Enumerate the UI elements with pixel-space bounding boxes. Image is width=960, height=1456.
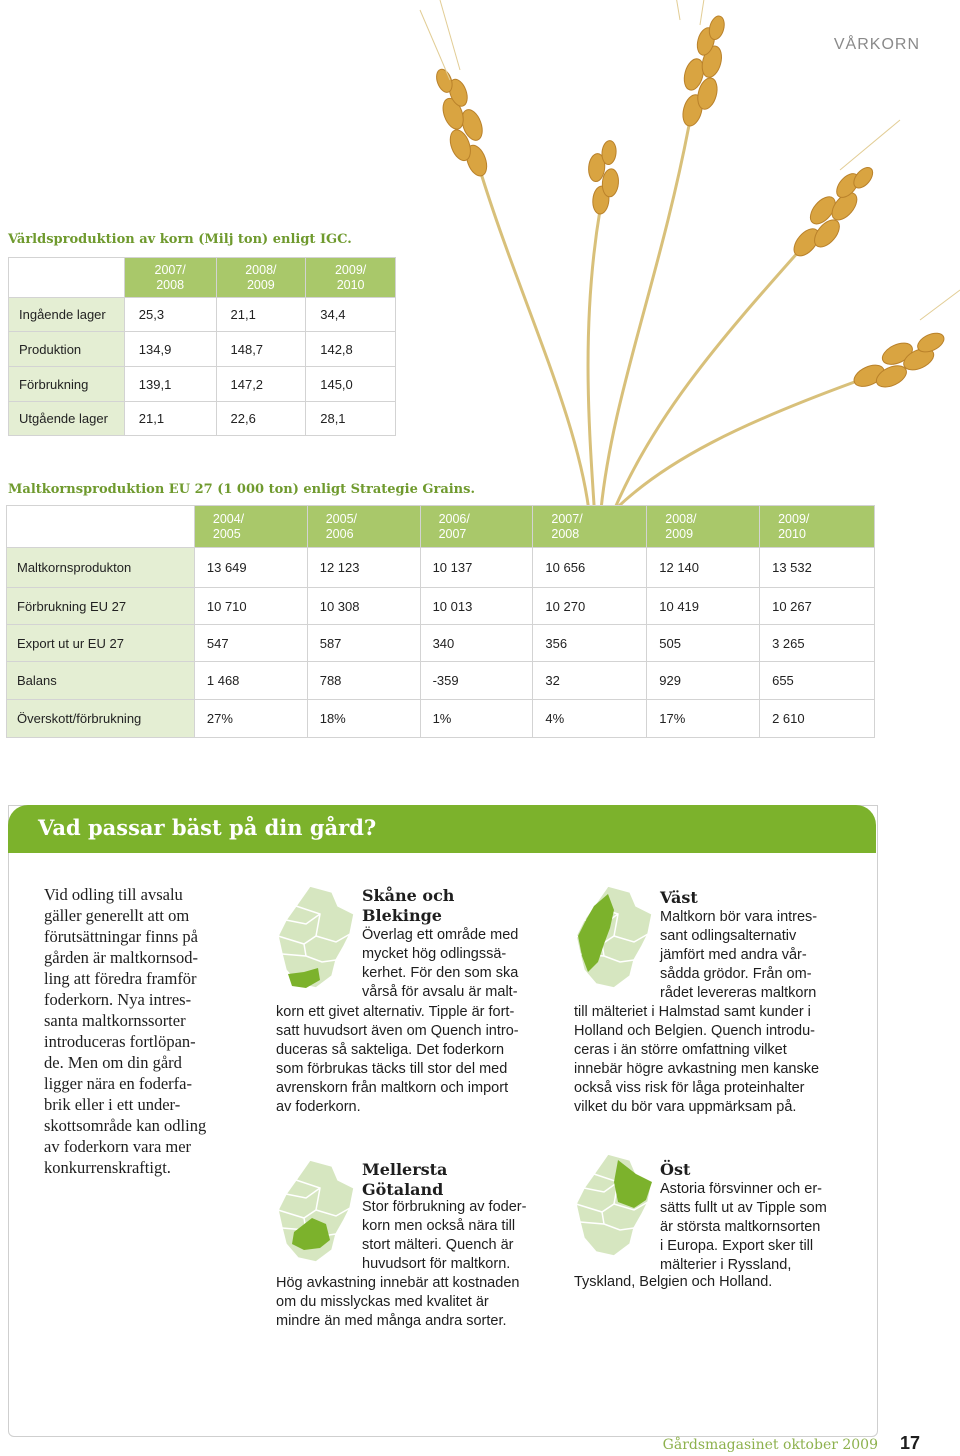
cell-value: 13 532 (760, 548, 875, 588)
table1-col-header: 2008/ 2009 (216, 258, 306, 298)
table-row (7, 588, 875, 625)
table2-col-header: 2005/ 2006 (307, 506, 420, 548)
table2-caption: Maltkornsproduktion EU 27 (1 000 ton) enligt Strategie Grains. (8, 482, 475, 497)
cell-value: 587 (307, 625, 420, 662)
cell-value: 655 (760, 662, 875, 700)
row-label: Produktion (9, 332, 125, 367)
cell-value: 27% (194, 700, 307, 738)
panel-title: Vad passar bäst på din gård? (38, 815, 377, 840)
region-text-vast-1: Maltkorn bör vara intres- sant odlingsalternativ jämfört med andra vår- sådda grödor. Från om- rådet levereras maltkorn (660, 909, 818, 1001)
cell-value: 505 (647, 625, 760, 662)
table-row (9, 402, 396, 436)
region-text-skane-2: korn ett givet alternativ. Tipple är fort- satt huvudsort även om Quench intro- duceras så sakteliga. Det foderkorn som förbrukas täcks till stor del med avrenskorn från maltkorn och import av foderkorn. (276, 1004, 519, 1115)
region-title-skane: Skåne och Blekinge (362, 886, 455, 925)
cell-value: 10 308 (307, 588, 420, 625)
cell-value: 10 656 (533, 548, 647, 588)
cell-value: 17% (647, 700, 760, 738)
cell-value: 22,6 (216, 402, 306, 436)
cell-value: 147,2 (216, 367, 306, 402)
cell-value: 10 270 (533, 588, 647, 625)
wheat-photo (360, 0, 960, 520)
cell-value: 10 419 (647, 588, 760, 625)
cell-value: 21,1 (124, 402, 216, 436)
row-label: Balans (7, 662, 195, 700)
cell-value: 21,1 (216, 298, 306, 332)
cell-value: 4% (533, 700, 647, 738)
cell-value: 12 140 (647, 548, 760, 588)
region-text-mellersta-2: Hög avkastning innebär att kostnaden om du misslyckas med kvalitet är mindre än med många andra sorter. (276, 1275, 520, 1329)
magazine-name: Gårdsmagasinet oktober 2009 (662, 1437, 878, 1453)
cell-value: 145,0 (306, 367, 396, 402)
table1-col-header: 2009/ 2010 (306, 258, 396, 298)
cell-value: 13 649 (194, 548, 307, 588)
region-text-vast-2: till mälteriet i Halmstad samt kunder i Holland och Belgien. Quench introdu- ceras i än större omfattning vilket innebär högre avkastning men kanske också viss risk för låga proteinhalter vilket du bör vara uppmärksam på. (574, 1004, 820, 1115)
table2-col-header: 2006/ 2007 (420, 506, 533, 548)
cell-value: 547 (194, 625, 307, 662)
cell-value: 929 (647, 662, 760, 700)
cell-value: 10 267 (760, 588, 875, 625)
region-text-mellersta-1: Stor förbrukning av foder- korn men också nära till stort mälteri. Quench är huvudsort för maltkorn. (362, 1199, 527, 1272)
row-label: Ingående lager (9, 298, 125, 332)
world-barley-table (8, 257, 396, 436)
cell-value: 148,7 (216, 332, 306, 367)
region-title-mellersta: Mellersta Götaland (362, 1160, 448, 1199)
cell-value: 134,9 (124, 332, 216, 367)
cell-value: 12 123 (307, 548, 420, 588)
cell-value: 1 468 (194, 662, 307, 700)
cell-value: 356 (533, 625, 647, 662)
cell-value: 142,8 (306, 332, 396, 367)
row-label: Utgående lager (9, 402, 125, 436)
table2-col-header: 2009/ 2010 (760, 506, 875, 548)
cell-value: -359 (420, 662, 533, 700)
table-row (7, 662, 875, 700)
cell-value: 10 710 (194, 588, 307, 625)
table2-col-header: 2007/ 2008 (533, 506, 647, 548)
table-row (9, 367, 396, 402)
cell-value: 34,4 (306, 298, 396, 332)
table-row (7, 548, 875, 588)
row-label: Överskott/förbrukning (7, 700, 195, 738)
cell-value: 18% (307, 700, 420, 738)
table-row (9, 332, 396, 367)
table1-corner (9, 258, 125, 298)
sweden-map-ost-icon (574, 1152, 658, 1260)
cell-value: 32 (533, 662, 647, 700)
row-label: Export ut ur EU 27 (7, 625, 195, 662)
cell-value: 2 610 (760, 700, 875, 738)
sweden-map-mellersta-icon (276, 1158, 360, 1266)
table-row (9, 298, 396, 332)
table1-caption: Världsproduktion av korn (Milj ton) enligt IGC. (8, 232, 352, 247)
sweden-map-vast-icon (574, 884, 658, 992)
cell-value: 10 013 (420, 588, 533, 625)
row-label: Förbrukning (9, 367, 125, 402)
intro-text: Vid odling till avsalu gäller generellt att om förutsättningar finns på gården är maltkornsod- ling att föredra framför foderkorn. Nya intres- santa maltkornssorter introduceras fortlöpan- de. Men om din gård ligger nära en foderfa- brik eller i ett under- skottsområde kan odling av foderkorn vara mer konkurrenskraftigt. (44, 885, 207, 1177)
page-number: 17 (900, 1433, 921, 1453)
region-text-skane-1: Överlag ett område med mycket hög odlingssä- kerhet. För den som ska vårså för avsalu är malt- (362, 927, 519, 1000)
cell-value: 3 265 (760, 625, 875, 662)
table-row (7, 700, 875, 738)
region-title-vast: Väst (660, 888, 698, 907)
table1-col-header: 2007/ 2008 (124, 258, 216, 298)
table-row (7, 625, 875, 662)
malting-barley-table (6, 505, 875, 738)
region-title-ost: Öst (660, 1160, 691, 1179)
cell-value: 1% (420, 700, 533, 738)
cell-value: 10 137 (420, 548, 533, 588)
row-label: Förbrukning EU 27 (7, 588, 195, 625)
region-text-ost-1: Astoria försvinner och er- sätts fullt ut av Tipple som är största maltkornsorten i Europa. Export sker till mälterier i Ryssland, (660, 1181, 827, 1273)
sweden-map-skane-icon (276, 884, 360, 992)
section-tag: VÅRKORN (833, 36, 920, 53)
cell-value: 28,1 (306, 402, 396, 436)
cell-value: 139,1 (124, 367, 216, 402)
region-text-ost-2: Tyskland, Belgien och Holland. (574, 1274, 773, 1290)
table2-col-header: 2008/ 2009 (647, 506, 760, 548)
table2-col-header: 2004/ 2005 (194, 506, 307, 548)
cell-value: 25,3 (124, 298, 216, 332)
row-label: Maltkornsprodukton (7, 548, 195, 588)
cell-value: 340 (420, 625, 533, 662)
cell-value: 788 (307, 662, 420, 700)
table2-corner (7, 506, 195, 548)
